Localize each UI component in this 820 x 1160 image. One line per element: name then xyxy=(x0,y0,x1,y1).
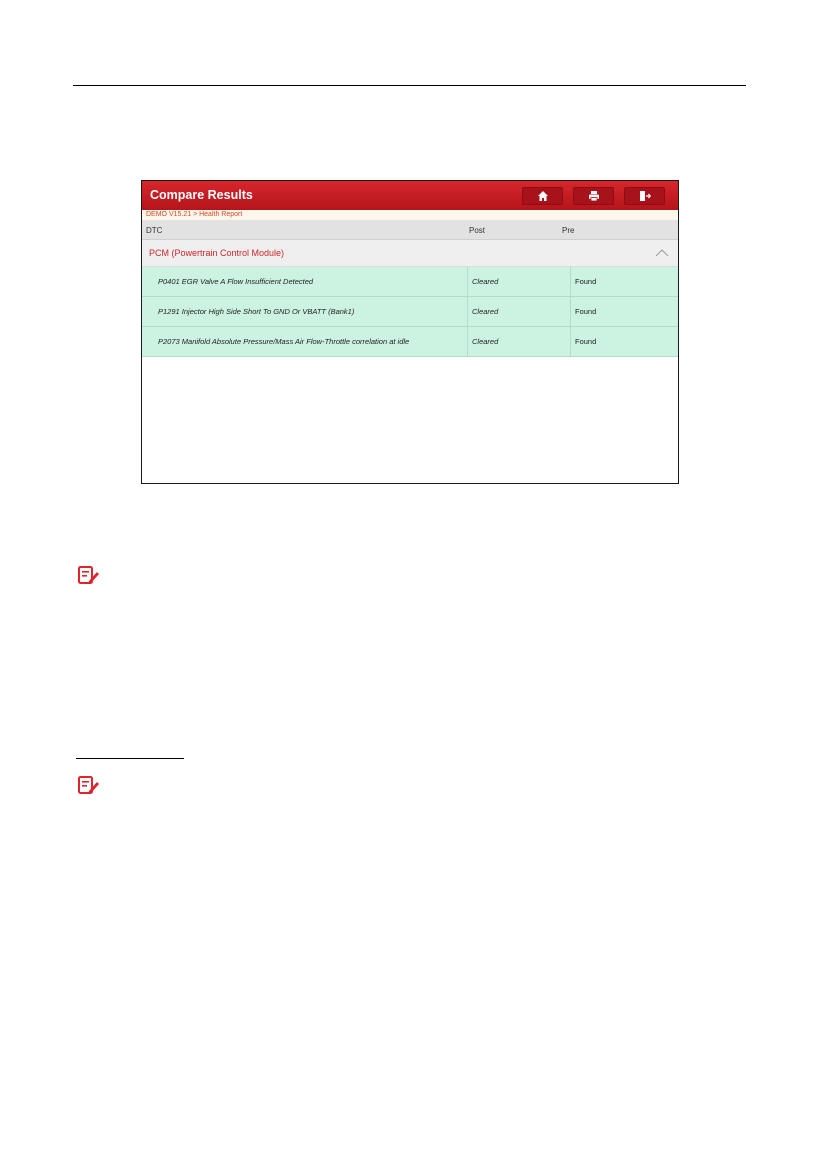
chevron-up-icon[interactable] xyxy=(655,248,669,257)
section-divider xyxy=(76,758,184,759)
dtc-description: P0401 EGR Valve A Flow Insufficient Detected xyxy=(158,277,314,286)
dtc-description: P1291 Injector High Side Short To GND Or VBATT (Bank1) xyxy=(158,307,355,316)
table-row[interactable] xyxy=(142,327,678,357)
table-row[interactable] xyxy=(142,267,678,297)
module-group-pcm[interactable] xyxy=(142,240,678,267)
column-header-pre: Pre xyxy=(562,226,575,235)
dtc-post-status: Cleared xyxy=(467,297,572,326)
app-screenshot xyxy=(141,180,679,484)
dtc-pre-status: Found xyxy=(570,327,675,356)
note-icon xyxy=(78,566,100,584)
exit-icon xyxy=(639,190,651,202)
page-header-rule xyxy=(73,85,746,86)
module-group-label: PCM (Powertrain Control Module) xyxy=(149,248,285,258)
note-icon xyxy=(78,776,100,794)
table-row[interactable] xyxy=(142,297,678,327)
dtc-post-status: Cleared xyxy=(467,327,572,356)
exit-button[interactable] xyxy=(624,187,665,205)
title-bar xyxy=(142,181,678,210)
dtc-pre-status: Found xyxy=(570,297,675,326)
dtc-description: P2073 Manifold Absolute Pressure/Mass Air Flow-Throttle correlation at idle xyxy=(158,337,410,346)
home-button[interactable] xyxy=(522,187,563,205)
page-title: Compare Results xyxy=(150,188,253,202)
print-button[interactable] xyxy=(573,187,614,205)
column-header-post: Post xyxy=(469,226,486,235)
breadcrumb[interactable]: DEMO V15.21 > Health Report xyxy=(142,210,678,220)
column-header-dtc: DTC xyxy=(146,226,163,235)
home-icon xyxy=(537,190,549,202)
printer-icon xyxy=(588,190,600,202)
table-header xyxy=(142,220,678,240)
dtc-pre-status: Found xyxy=(570,267,675,296)
dtc-post-status: Cleared xyxy=(467,267,572,296)
